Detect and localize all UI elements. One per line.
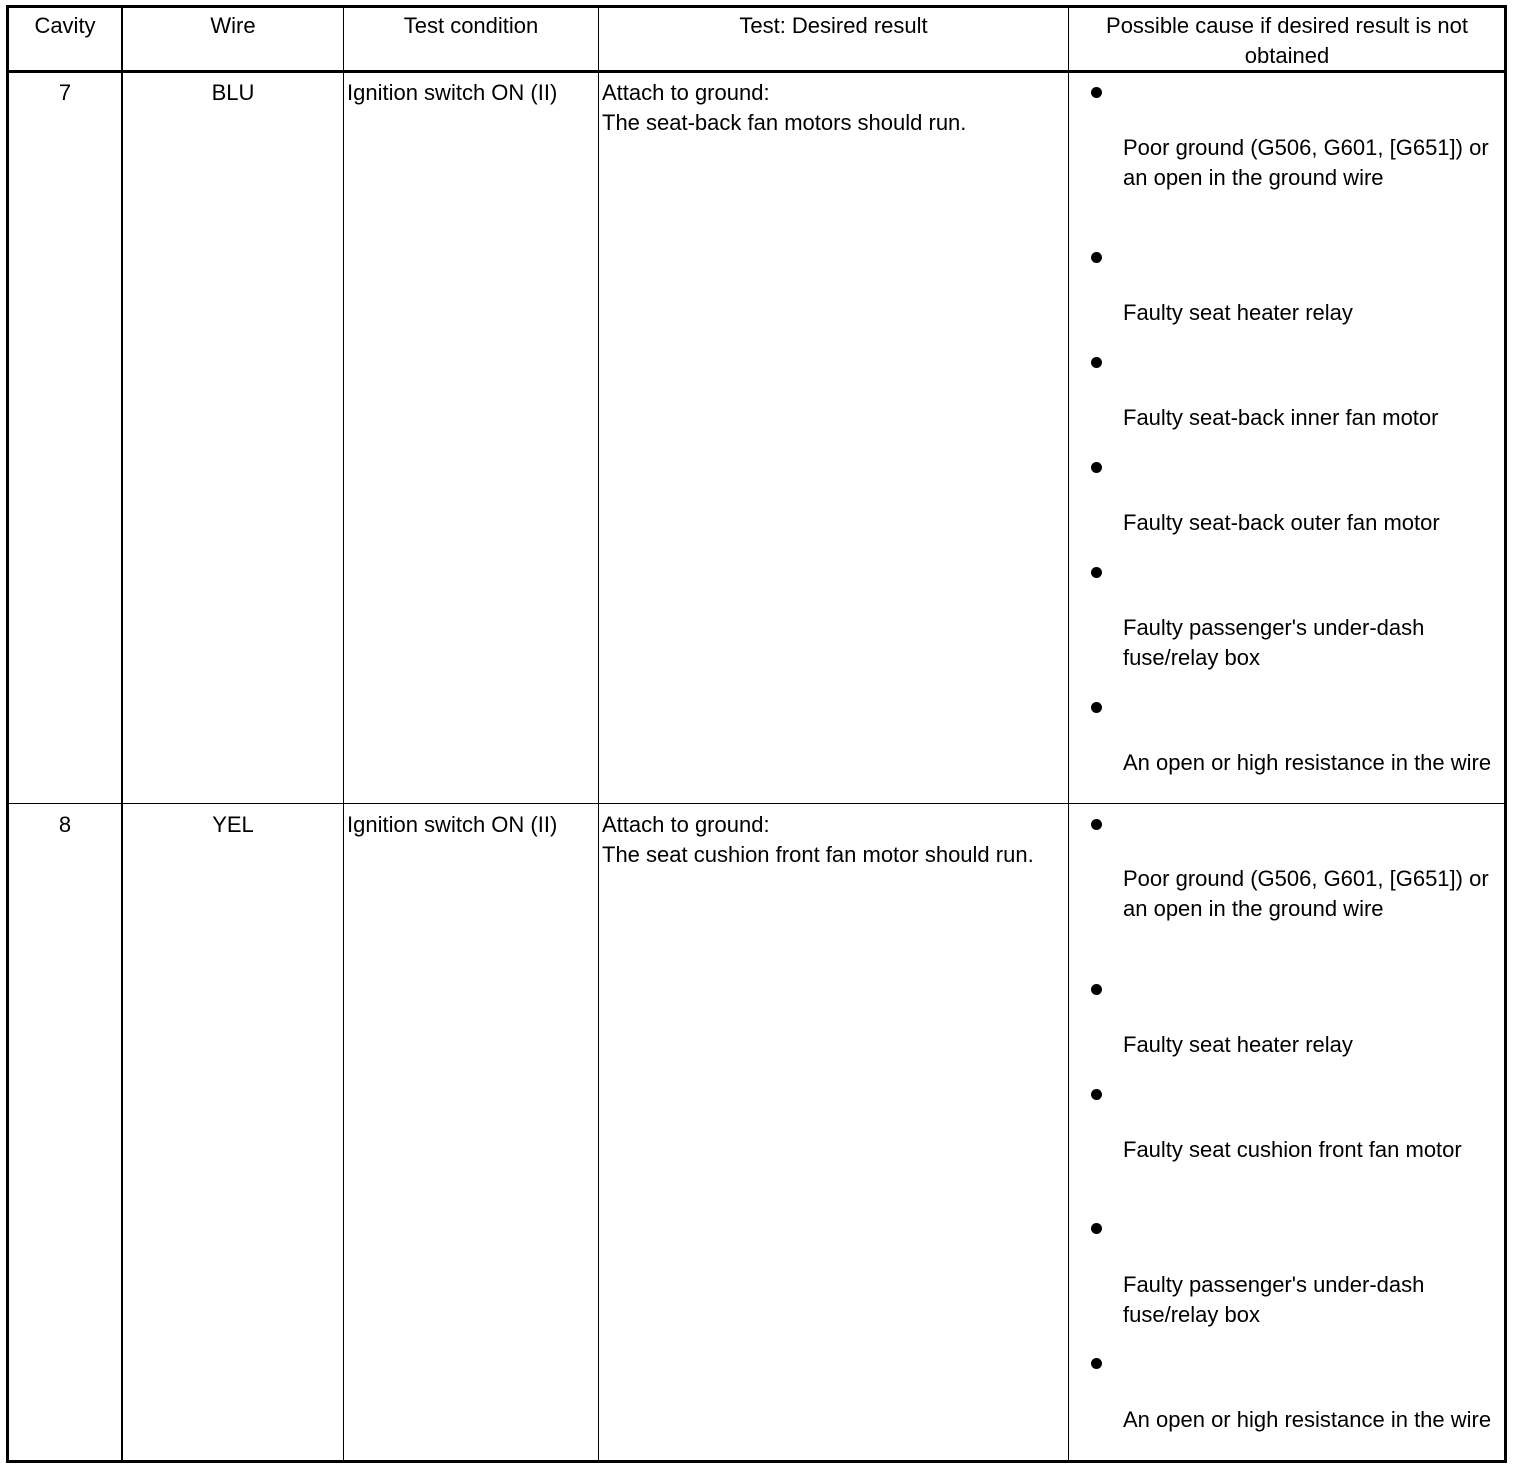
row8-cause-1: Poor ground (G506, G601, [G651]) or an open in the ground wire	[1123, 866, 1489, 921]
header-cavity: Cavity	[34, 13, 96, 38]
bullet-icon	[1091, 357, 1102, 368]
column-divider-4	[1068, 5, 1069, 1463]
row8-wire: YEL	[212, 812, 254, 837]
row-divider	[6, 803, 1507, 804]
header-desired-result: Test: Desired result	[739, 13, 928, 38]
row7-cavity: 7	[58, 80, 72, 105]
bullet-icon	[1091, 1223, 1102, 1234]
row8-result-line2: The seat cushion front fan motor should run.	[602, 842, 1034, 867]
table-right-border	[1504, 5, 1507, 1463]
bullet-icon	[1091, 702, 1102, 713]
header-possible-cause: Possible cause if desired result is not obtained	[1106, 13, 1468, 68]
row7-cause-4: Faulty seat-back outer fan motor	[1123, 510, 1440, 535]
row7-wire: BLU	[211, 80, 255, 105]
row8-cause-4: Faulty passenger's under-dash fuse/relay box	[1123, 1272, 1425, 1327]
bullet-icon	[1091, 87, 1102, 98]
table-top-border	[6, 5, 1507, 8]
row7-cause-3: Faulty seat-back inner fan motor	[1123, 405, 1439, 430]
row7-result-line1: Attach to ground:	[602, 80, 770, 105]
bullet-icon	[1091, 984, 1102, 995]
bullet-icon	[1091, 819, 1102, 830]
bullet-icon	[1091, 252, 1102, 263]
header-wire: Wire	[210, 13, 256, 38]
bullet-icon	[1091, 567, 1102, 578]
table-bottom-border	[6, 1460, 1507, 1463]
bullet-icon	[1091, 1358, 1102, 1369]
row7-result-line2: The seat-back fan motors should run.	[602, 110, 967, 135]
row8-cause-2: Faulty seat heater relay	[1123, 1032, 1353, 1057]
column-divider-3	[598, 5, 599, 1463]
row8-cavity: 8	[58, 812, 72, 837]
row8-test-condition: Ignition switch ON (II)	[347, 812, 558, 837]
table-left-border	[6, 5, 9, 1463]
row7-test-condition: Ignition switch ON (II)	[347, 80, 558, 105]
row8-cause-5: An open or high resistance in the wire	[1123, 1407, 1492, 1432]
header-test-condition: Test condition	[403, 13, 539, 38]
bullet-icon	[1091, 462, 1102, 473]
column-divider-1	[121, 5, 123, 1463]
bullet-icon	[1091, 1089, 1102, 1100]
row7-cause-1: Poor ground (G506, G601, [G651]) or an open in the ground wire	[1123, 135, 1489, 190]
row8-cause-3: Faulty seat cushion front fan motor	[1123, 1137, 1462, 1162]
column-divider-2	[343, 5, 344, 1463]
row7-cause-6: An open or high resistance in the wire	[1123, 750, 1492, 775]
row8-result-line1: Attach to ground:	[602, 812, 770, 837]
row7-cause-2: Faulty seat heater relay	[1123, 300, 1353, 325]
row7-cause-5: Faulty passenger's under-dash fuse/relay box	[1123, 615, 1425, 670]
